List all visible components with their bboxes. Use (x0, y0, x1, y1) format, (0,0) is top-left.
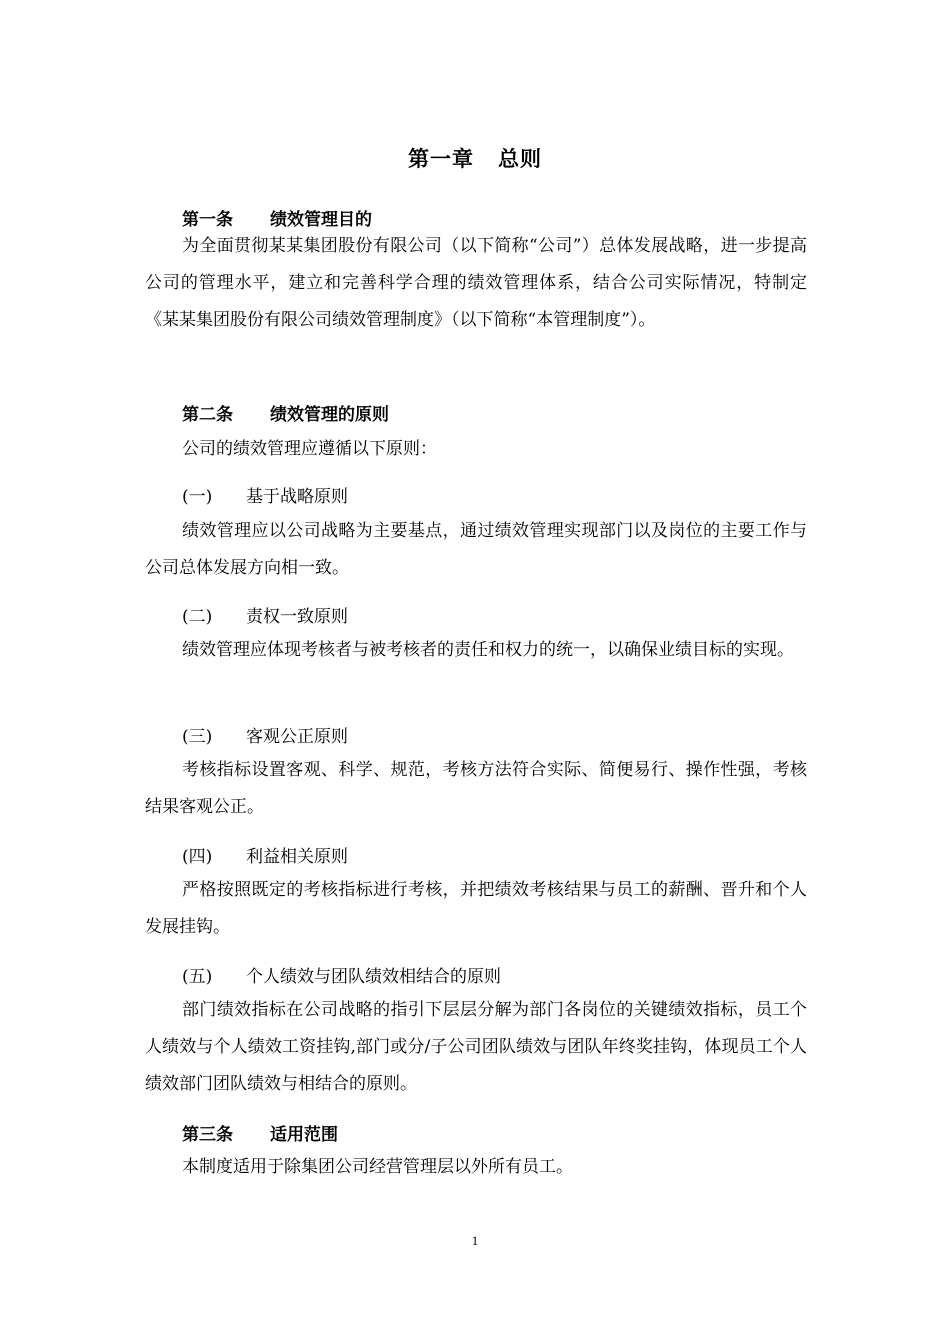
article-number: 第一条 (182, 210, 233, 230)
article-number: 第三条 (182, 1125, 233, 1145)
article-title: 绩效管理的原则 (270, 405, 389, 425)
principle-number: (五) (182, 967, 213, 987)
principle-title: 利益相关原则 (246, 847, 348, 867)
paragraph: 为全面贯彻某某集团股份有限公司（以下简称“公司”）总体发展战略，进一步提高公司的管理水平，建立和完善科学合理的绩效管理体系，结合公司实际情况，特制定《某某集团股份有限公司绩效管理制度》（以下简称“本管理制度”）。 (145, 236, 807, 330)
article-number: 第二条 (182, 405, 233, 425)
paragraph: 本制度适用于除集团公司经营管理层以外所有员工。 (182, 1157, 573, 1177)
principle-heading (182, 722, 348, 747)
principle-title: 基于战略原则 (246, 487, 348, 507)
principle-title: 责权一致原则 (246, 607, 348, 627)
principle-title: 客观公正原则 (246, 727, 348, 747)
principle-number: (四) (182, 847, 213, 867)
principle-number: (三) (182, 727, 213, 747)
paragraph: 绩效管理应以公司战略为主要基点，通过绩效管理实现部门以及岗位的主要工作与公司总体发展方向相一致。 (145, 521, 807, 578)
principle-heading (182, 482, 348, 507)
principle-heading (182, 842, 348, 867)
principle-number: (二) (182, 607, 213, 627)
paragraph: 考核指标设置客观、科学、规范，考核方法符合实际、简便易行、操作性强，考核结果客观公正。 (145, 760, 807, 817)
article-title: 绩效管理目的 (270, 210, 372, 230)
chapter-number: 第一章 (408, 147, 474, 171)
paragraph: 严格按照既定的考核指标进行考核，并把绩效考核结果与员工的薪酬、晋升和个人发展挂钩。 (145, 880, 807, 937)
article-heading (182, 205, 372, 230)
chapter-title: 总则 (498, 147, 542, 171)
article-heading (182, 400, 389, 425)
principle-heading (182, 962, 501, 987)
chapter-heading (0, 143, 950, 173)
article-title: 适用范围 (270, 1125, 338, 1145)
page-number: 1 (471, 1233, 479, 1248)
paragraph: 公司的绩效管理应遵循以下原则： (182, 439, 437, 459)
principle-number: (一) (182, 487, 213, 507)
principle-title: 个人绩效与团队绩效相结合的原则 (246, 967, 501, 987)
paragraph: 部门绩效指标在公司战略的指引下层层分解为部门各岗位的关键绩效指标，员工个人绩效与个人绩效工资挂钩,部门或分/子公司团队绩效与团队年终奖挂钩，体现员工个人绩效部门团队绩效与相结合的原则。 (145, 1000, 807, 1094)
principle-heading (182, 602, 348, 627)
paragraph: 绩效管理应体现考核者与被考核者的责任和权力的统一，以确保业绩目标的实现。 (182, 640, 794, 660)
article-heading (182, 1120, 338, 1145)
